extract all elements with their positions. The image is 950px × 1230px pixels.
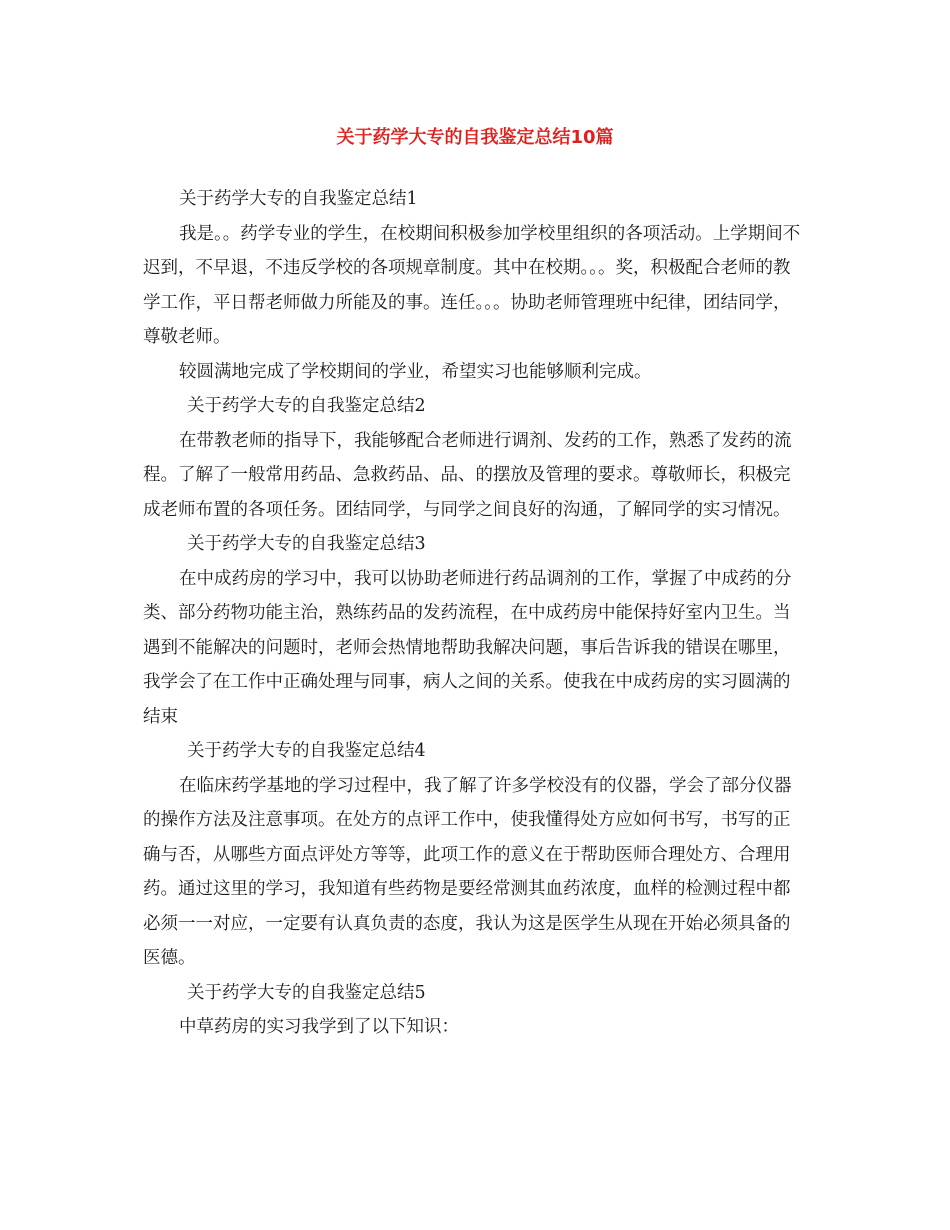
section-heading: 关于药学大专的自我鉴定总结4: [187, 741, 426, 761]
section-heading: 关于药学大专的自我鉴定总结5: [187, 982, 426, 1003]
paragraph: 在临床药学基地的学习过程中，我了解了许多学校没有的仪器，学会了部分仪器的操作方法及注意事项。在处方的点评工作中，使我懂得处方应如何书写，书写的正确与否，从哪些方面点评处方等等，此项工作的意义在于帮助医师合理处方、合理用药。通过这里的学习，我知道有些药物是要经常测其血药浓度，血样的检测过程中都必须一一对应，一定要有认真负责的态度，我认为这是医学生从现在开始必须具备的医德。: [143, 775, 792, 968]
paragraph: 在中成药房的学习中，我可以协助老师进行药品调剂的工作，掌握了中成药的分类、部分药物功能主治，熟练药品的发药流程，在中成药房中能保持好室内卫生。当遇到不能解决的问题时，老师会热情地帮助我解决问题，事后告诉我的错误在哪里，我学会了在工作中正确处理与同事，病人之间的关系。使我在中成药房的实习圆满的结束: [143, 568, 792, 727]
paragraph: 较圆满地完成了学校期间的学业，希望实习也能够顺利完成。: [179, 361, 652, 382]
paragraph: 中草药房的实习我学到了以下知识：: [179, 1017, 459, 1037]
section-heading: 关于药学大专的自我鉴定总结2: [187, 396, 426, 416]
paragraph: 我是。。药学专业的学生，在校期间积极参加学校里组织的各项活动。上学期间不迟到，不早退，不违反学校的各项规章制度。其中在校期。。。奖，积极配合老师的教学工作，平日帮老师做力所能及的事。连任。。。协助老师管理班中纪律，团结同学，尊敬老师。: [143, 223, 801, 347]
document-body: [143, 182, 801, 1045]
paragraph: 在带教老师的指导下，我能够配合老师进行调剂、发药的工作，熟悉了发药的流程。了解了一般常用药品、急救药品、品、的摆放及管理的要求。尊敬师长，积极完成老师布置的各项任务。团结同学，与同学之间良好的沟通，了解同学的实习情况。: [143, 430, 792, 520]
section-heading: 关于药学大专的自我鉴定总结3: [187, 534, 426, 554]
document-title: 关于药学大专的自我鉴定总结10篇: [336, 127, 614, 148]
section-heading: 关于药学大专的自我鉴定总结1: [179, 189, 418, 209]
